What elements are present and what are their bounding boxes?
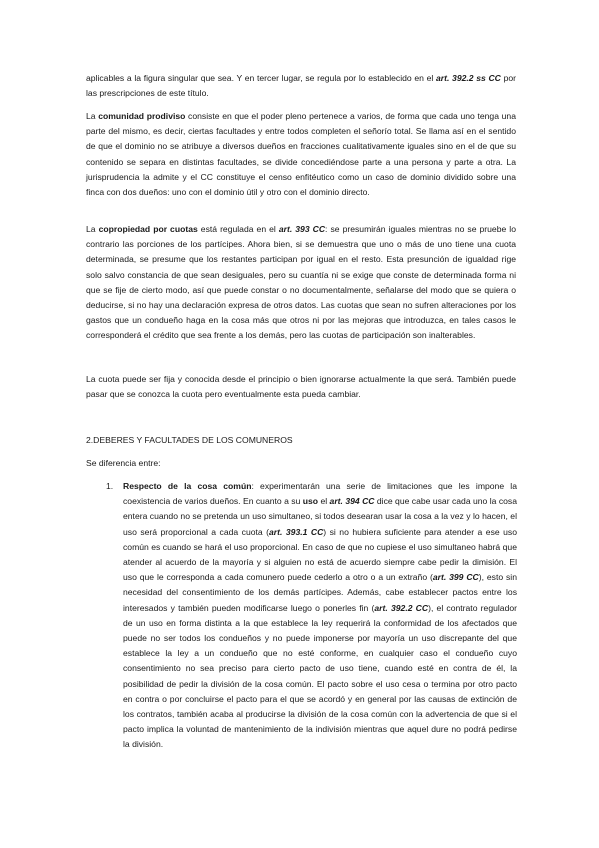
text-run: por las prescripciones de este título. xyxy=(86,73,517,99)
heading-text xyxy=(86,433,516,448)
emphasis-run: art. 399 CC xyxy=(432,572,479,583)
text-run: aplicables a la figura singular que sea. Y en tercer lugar, se regula por lo establecido en el xyxy=(86,73,436,83)
text-run: ), el contrato regulador de un uso en forma distinta a la que establece la ley requerirá la conformidad de los afectados que puede no ser todos los condueños y no puede imponerse por mayoría un uso discrepante del que establece la ley a un condueño que no esté conforme, en cualquier caso el condueño cuyo consentimiento no sea preciso para cierto pacto de uso tiene, cuando esté en contra de él, la posibilidad de pedir la división de la cosa común. El pacto sobre el uso cesa o termina por otro pacto en contra o por concluirse el pacto para el que se acordó y en general por las causas de extinción de los contratos, también acaba al producirse la división de la cosa común con la advertencia de que si el pacto implica la voluntad de mantenimiento de la indivisión mientras que aquel dure no podrá pedirse la división. xyxy=(123,602,517,750)
section-heading xyxy=(86,433,516,448)
paragraph-intro-continuation xyxy=(86,71,516,101)
paragraph-text xyxy=(86,222,516,344)
paragraph-text xyxy=(86,372,516,402)
text-run: La xyxy=(86,111,99,121)
emphasis-run: art. 393 CC xyxy=(278,224,326,234)
paragraph-se-diferencia xyxy=(86,456,516,471)
paragraph-text xyxy=(86,71,516,101)
paragraph-text xyxy=(86,109,516,200)
paragraph-text xyxy=(86,456,516,471)
text-run: 2.DEBERES Y FACULTADES DE LOS COMUNEROS xyxy=(86,435,293,445)
list-item-number: 1. xyxy=(106,481,114,491)
list-item-text xyxy=(123,479,517,753)
paragraph-cuota-fija xyxy=(86,372,516,402)
emphasis-run: art. 394 CC xyxy=(329,496,375,507)
emphasis-run: art. 393.1 CC xyxy=(269,526,324,537)
text-run: dice que cabe usar cada uno la cosa entera cuando no se pretenda un uso simultaneo, si todos desearan usar la cosa a la vez y lo hacen, el uso será proporcional a cada cuota ( xyxy=(123,496,517,537)
emphasis-run: art. 392.2 CC xyxy=(374,602,429,613)
text-run: : experimentarán una serie de limitaciones que les impone la coexistencia de varios dueños. En cuanto a su xyxy=(123,481,517,507)
text-run: ) si no hubiera suficiente para atender a ese uso común es cuando se hará el uso proporcional. En caso de que no cupiese el uso simultaneo habrá que atender al acuerdo de la mayoría y si alguien no está de acuerdo siempre cabe pedir la dimisión. El uso que le corresponda a cada comunero puede cederlo a otro o a un extraño ( xyxy=(123,526,517,583)
text-run: La cuota puede ser fija y conocida desde el principio o bien ignorarse actualmente la que será. También puede pasar que se conozca la cuota pero eventualmente esta pueda cambiar. xyxy=(86,374,516,400)
text-run: Se diferencia entre: xyxy=(86,458,161,468)
list-item-cosa-comun xyxy=(123,479,517,753)
text-run: ), esto sin necesidad del consentimiento de los demás partícipes. Además, cabe establecer pactos entre los interesados y también pueden modificarse luego o ponerles fin ( xyxy=(123,572,517,613)
emphasis-run: art. 392.2 ss CC xyxy=(435,73,501,83)
paragraph-comunidad-prodiviso xyxy=(86,109,516,200)
paragraph-copropiedad-por-cuotas xyxy=(86,222,516,344)
emphasis-run: comunidad prodiviso xyxy=(98,111,186,121)
text-run: La xyxy=(86,224,99,234)
emphasis-run: Respecto de la cosa común xyxy=(123,481,252,491)
text-run: : se presumirán iguales mientras no se pruebe lo contrario las porciones de los partícipes. Ahora bien, si se demuestra que uno o más de uno tiene una cuota determinada, se presume que los restantes participan por igual en el resto. Esta presunción de igualdad rige solo salvo constancia de que sean desiguales, pero su cuantía ni se exige que conste de determinada forma ni que se fije de cierto modo, así que puede constar o no documentalmente, señalarse del modo que se quiera o deducirse, si no hay una declaración expresa de otros datos. Las cuotas que sean no sufren alteraciones por los gastos que un condueño haga en la cosa más que otros ni por las mejoras que introduzca, en tales casos le corresponderá el crédito que sea frente a los demás, pero las cuotas de participación son inalterables. xyxy=(86,224,516,341)
emphasis-run: uso xyxy=(302,496,319,507)
text-run: consiste en que el poder pleno pertenece a varios, de forma que cada uno tenga una parte del mismo, es decir, ciertas facultades y entre todos completen el señorío total. Se llama así en el sentido de que el dominio no se atribuye a diversos dueños en fracciones cualitativamente iguales sino en el de que su contenido se separa en distintas facultades, se divide concediéndose parte a una persona y parte a otra. La jurisprudencia la admite y el CC constituye el censo enfitéutico como un caso de dominio dividido sobre una finca con dos dueños: uno con el dominio útil y otro con el dominio directo. xyxy=(86,111,516,198)
text-run: el xyxy=(318,496,330,507)
text-run: está regulada en el xyxy=(197,224,279,234)
emphasis-run: copropiedad por cuotas xyxy=(98,224,198,234)
